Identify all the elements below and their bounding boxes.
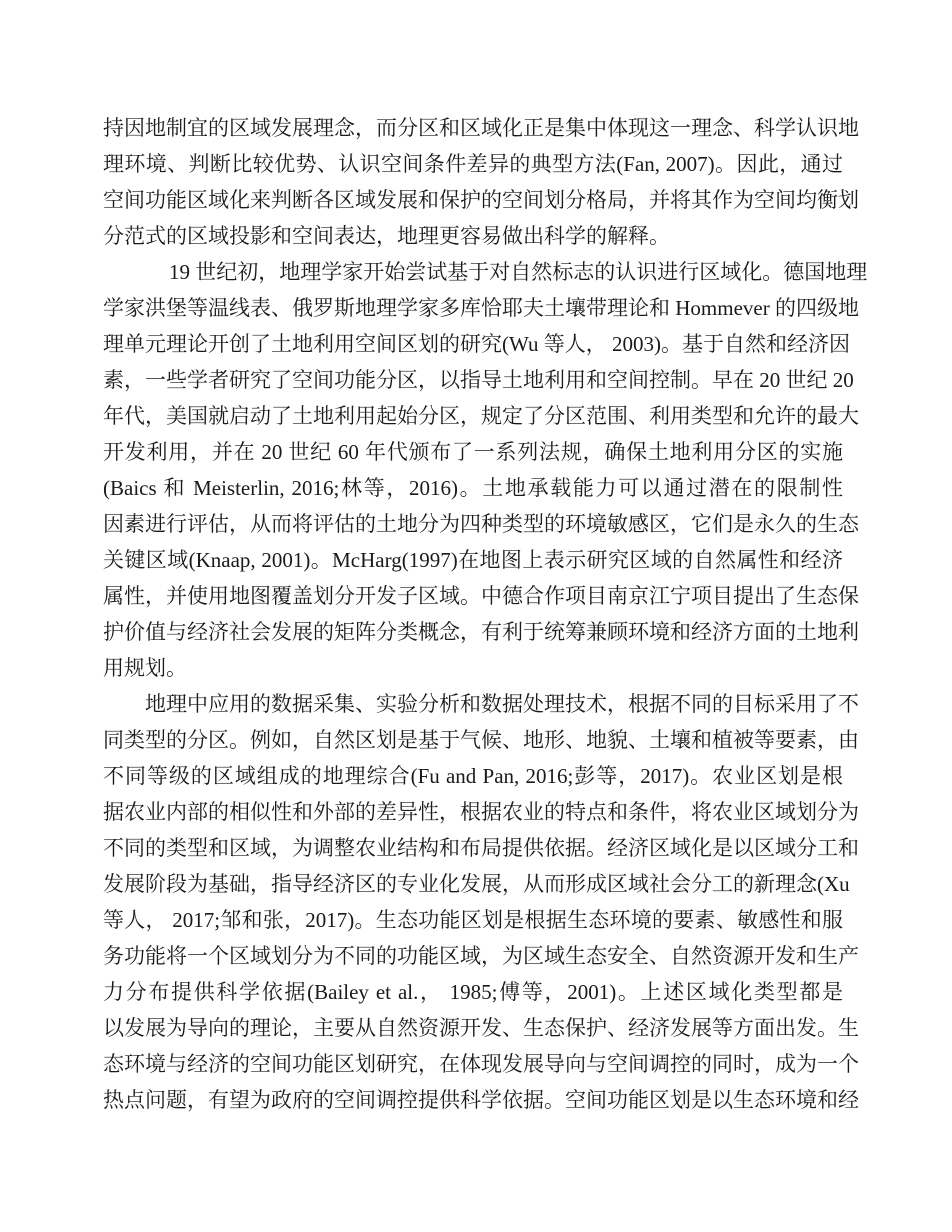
paragraph bbox=[103, 686, 859, 1118]
text-line: (Baics 和 Meisterlin, 2016;林等，2016)。土地承载能力可以通过潜在的限制性 bbox=[103, 476, 843, 500]
text-line: 态环境与经济的空间功能区划研究，在体现发展导向与空间调控的同时，成为一个 bbox=[103, 1052, 859, 1076]
text-line: 理单元理论开创了土地利用空间区划的研究(Wu 等人， 2003)。基于自然和经济因 bbox=[103, 332, 850, 356]
text-line: 不同的类型和区域，为调整农业结构和布局提供依据。经济区域化是以区域分工和 bbox=[103, 836, 859, 860]
text-line: 地理中应用的数据采集、实验分析和数据处理技术，根据不同的目标采用了不 bbox=[145, 692, 859, 716]
text-line: 用规划。 bbox=[103, 656, 187, 680]
text-line: 19 世纪初，地理学家开始尝试基于对自然标志的认识进行区域化。德国地理 bbox=[169, 260, 868, 284]
text-line: 理环境、判断比较优势、认识空间条件差异的典型方法(Fan, 2007)。因此，通过 bbox=[103, 152, 843, 176]
text-line: 同类型的分区。例如，自然区划是基于气候、地形、地貌、土壤和植被等要素，由 bbox=[103, 728, 859, 752]
text-line: 年代，美国就启动了土地利用起始分区，规定了分区范围、利用类型和允许的最大 bbox=[103, 404, 859, 428]
text-line: 护价值与经济社会发展的矩阵分类概念，有利于统筹兼顾环境和经济方面的土地利 bbox=[103, 620, 859, 644]
text-line: 务功能将一个区域划分为不同的功能区域，为区域生态安全、自然资源开发和生产 bbox=[103, 944, 859, 968]
text-line: 等人， 2017;邹和张，2017)。生态功能区划是根据生态环境的要素、敏感性和服 bbox=[103, 908, 843, 932]
paragraph bbox=[103, 110, 859, 254]
text-line: 据农业内部的相似性和外部的差异性，根据农业的特点和条件，将农业区域划分为 bbox=[103, 800, 859, 824]
text-line: 分范式的区域投影和空间表达，地理更容易做出科学的解释。 bbox=[103, 224, 670, 248]
text-line: 学家洪堡等温线表、俄罗斯地理学家多库恰耶夫土壤带理论和 Hommever 的四级地 bbox=[103, 296, 859, 320]
text-line: 热点问题，有望为政府的空间调控提供科学依据。空间功能区划是以生态环境和经 bbox=[103, 1088, 859, 1112]
paragraph bbox=[103, 254, 868, 686]
text-line: 持因地制宜的区域发展理念，而分区和区域化正是集中体现这一理念、科学认识地 bbox=[103, 116, 859, 140]
text-line: 不同等级的区域组成的地理综合(Fu and Pan, 2016;彭等，2017)。农业区划是根 bbox=[103, 764, 843, 788]
text-line: 关键区域(Knaap, 2001)。McHarg(1997)在地图上表示研究区域的自然属性和经济 bbox=[103, 548, 843, 572]
text-line: 发展阶段为基础，指导经济区的专业化发展，从而形成区域社会分工的新理念(Xu bbox=[103, 872, 850, 896]
text-line: 素，一些学者研究了空间功能分区，以指导土地利用和空间控制。早在 20 世纪 20 bbox=[103, 368, 854, 392]
text-line: 以发展为导向的理论，主要从自然资源开发、生态保护、经济发展等方面出发。生 bbox=[103, 1016, 859, 1040]
body-text-block bbox=[103, 110, 868, 1118]
text-line: 空间功能区域化来判断各区域发展和保护的空间划分格局，并将其作为空间均衡划 bbox=[103, 188, 859, 212]
text-line: 力分布提供科学依据(Bailey et al.， 1985;傅等，2001)。上述区域化类型都是 bbox=[103, 980, 843, 1004]
text-line: 属性，并使用地图覆盖划分开发子区域。中德合作项目南京江宁项目提出了生态保 bbox=[103, 584, 859, 608]
text-line: 因素进行评估，从而将评估的土地分为四种类型的环境敏感区，它们是永久的生态 bbox=[103, 512, 859, 536]
text-line: 开发利用，并在 20 世纪 60 年代颁布了一系列法规，确保土地利用分区的实施 bbox=[103, 440, 843, 464]
